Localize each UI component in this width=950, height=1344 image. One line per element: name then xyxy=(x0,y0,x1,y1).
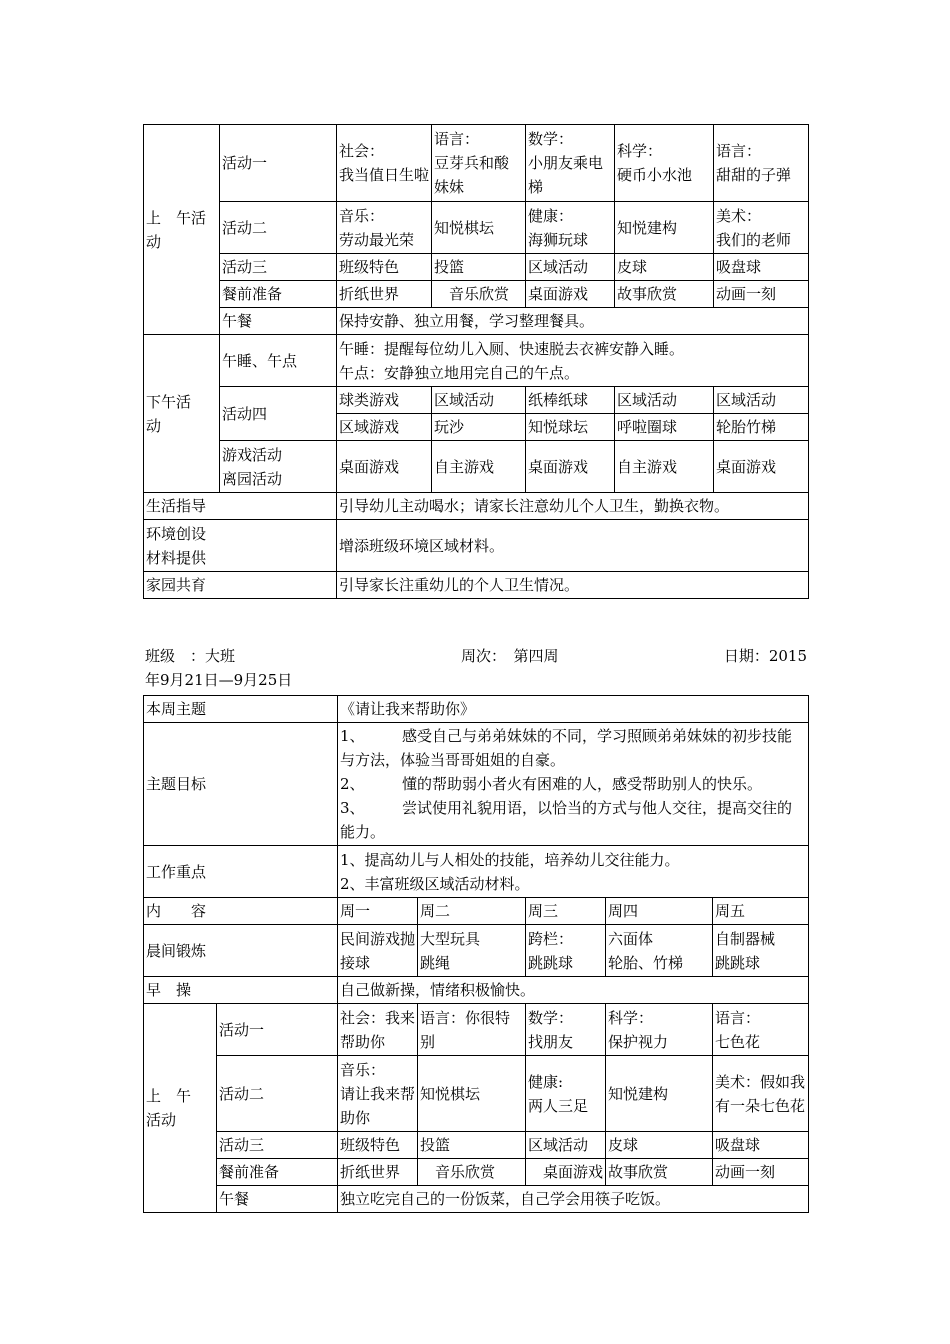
class-text: 班级 ：大班 xyxy=(145,647,236,665)
table-cell: 区域活动 xyxy=(526,1132,606,1159)
table-cell: 吸盘球 xyxy=(713,1132,809,1159)
table-cell: 社会：我来帮助你 xyxy=(338,1004,418,1056)
schedule-table-continued xyxy=(143,124,809,599)
table-cell: 美术： 我们的老师 xyxy=(714,202,809,254)
week-text: 周次： 第四周 xyxy=(461,647,559,665)
weekday-header: 周五 xyxy=(713,898,809,925)
goal-item: 2、 懂的帮助弱小者火有困难的人，感受帮助别人的快乐。 xyxy=(340,775,763,793)
table-cell: 自主游戏 xyxy=(615,441,714,493)
table-cell: 投篮 xyxy=(418,1132,526,1159)
table-cell: 民间游戏抛接球 xyxy=(338,925,418,977)
life-guidance-label: 生活指导 xyxy=(144,493,337,520)
table-cell: 区域活动 xyxy=(526,254,615,281)
drill-label: 早 操 xyxy=(144,977,338,1004)
row-label: 活动四 xyxy=(220,387,337,441)
table-cell: 知悦棋坛 xyxy=(432,202,526,254)
date-continuation: 年9月21日—9月25日 xyxy=(145,671,293,689)
exercise-label: 晨间锻炼 xyxy=(144,925,338,977)
morning-activities-label: 上 午 活动 xyxy=(144,1004,217,1213)
table-cell: 知悦棋坛 xyxy=(418,1056,526,1132)
table-cell: 数学： 小朋友乘电梯 xyxy=(526,125,615,202)
table-cell: 区域游戏 xyxy=(337,414,432,441)
table-cell: 健康: 两人三足 xyxy=(526,1056,606,1132)
table-cell: 知悦建构 xyxy=(615,202,714,254)
table-cell: 美术：假如我有一朵七色花 xyxy=(713,1056,809,1132)
table-cell: 桌面游戏 xyxy=(526,1159,606,1186)
focus-label: 工作重点 xyxy=(144,846,338,898)
table-cell: 语言： 甜甜的子弹 xyxy=(714,125,809,202)
content-label: 内 容 xyxy=(144,898,338,925)
table-cell: 皮球 xyxy=(606,1132,713,1159)
weekday-header: 周三 xyxy=(526,898,606,925)
table-cell: 自制器械 跳跳球 xyxy=(713,925,809,977)
table-cell: 音乐欣赏 xyxy=(432,281,526,308)
row-label: 活动二 xyxy=(220,202,337,254)
table-cell: 故事欣赏 xyxy=(615,281,714,308)
table-cell: 动画一刻 xyxy=(714,281,809,308)
focus-text: 1、提高幼儿与人相处的技能，培养幼儿交往能力。 2、丰富班级区域活动材料。 xyxy=(338,846,809,898)
table-cell: 投篮 xyxy=(432,254,526,281)
goal-label: 主题目标 xyxy=(144,723,338,846)
table-cell: 轮胎竹梯 xyxy=(714,414,809,441)
table-cell: 大型玩具 跳绳 xyxy=(418,925,526,977)
lunch-text: 独立吃完自己的一份饭菜，自己学会用筷子吃饭。 xyxy=(338,1186,809,1213)
afternoon-activities-label: 下午活 动 xyxy=(144,335,220,493)
weekday-header: 周二 xyxy=(418,898,526,925)
table-cell: 音乐欣赏 xyxy=(418,1159,526,1186)
table-cell: 折纸世界 xyxy=(337,281,432,308)
theme-value: 《请让我来帮助你》 xyxy=(338,696,809,723)
table-cell: 语言： 豆芽兵和酸妹妹 xyxy=(432,125,526,202)
weekday-header: 周一 xyxy=(338,898,418,925)
table-cell: 桌面游戏 xyxy=(714,441,809,493)
life-guidance-text: 引导幼儿主动喝水；请家长注意幼儿个人卫生，勤换衣物。 xyxy=(337,493,809,520)
table-cell: 故事欣赏 xyxy=(606,1159,713,1186)
table-cell: 桌面游戏 xyxy=(526,441,615,493)
row-label: 午餐 xyxy=(217,1186,338,1213)
table-cell: 语言： 七色花 xyxy=(713,1004,809,1056)
table-cell: 健康： 海狮玩球 xyxy=(526,202,615,254)
row-label: 活动三 xyxy=(220,254,337,281)
table-cell: 纸棒纸球 xyxy=(526,387,615,414)
table-cell: 科学： 硬币小水池 xyxy=(615,125,714,202)
table-cell: 跨栏： 跳跳球 xyxy=(526,925,606,977)
row-label: 游戏活动 离园活动 xyxy=(220,441,337,493)
nap-text: 午睡：提醒每位幼儿入厕、快速脱去衣裤安静入睡。 午点：安静独立地用完自己的午点。 xyxy=(337,335,809,387)
row-label: 午餐 xyxy=(220,308,337,335)
table-cell: 语言：你很特别 xyxy=(418,1004,526,1056)
table-cell: 社会： 我当值日生啦 xyxy=(337,125,432,202)
goal-list xyxy=(338,723,809,846)
table-cell: 区域活动 xyxy=(615,387,714,414)
row-label: 活动二 xyxy=(217,1056,338,1132)
row-label: 餐前准备 xyxy=(220,281,337,308)
table-cell: 区域活动 xyxy=(432,387,526,414)
environment-text: 增添班级环境区域材料。 xyxy=(337,520,809,572)
table-cell: 知悦建构 xyxy=(606,1056,713,1132)
goal-item: 1、 感受自己与弟弟妹妹的不同，学习照顾弟弟妹妹的初步技能与方法，体验当哥哥姐姐的自豪。 xyxy=(340,727,793,769)
table-cell: 六面体 轮胎、竹梯 xyxy=(606,925,713,977)
table-cell: 吸盘球 xyxy=(714,254,809,281)
lunch-text: 保持安静、独立用餐，学习整理餐具。 xyxy=(337,308,809,335)
table-cell: 音乐： 劳动最光荣 xyxy=(337,202,432,254)
table-cell: 球类游戏 xyxy=(337,387,432,414)
row-label: 午睡、午点 xyxy=(220,335,337,387)
table-cell: 知悦球坛 xyxy=(526,414,615,441)
table-cell: 动画一刻 xyxy=(713,1159,809,1186)
row-label: 餐前准备 xyxy=(217,1159,338,1186)
table-cell: 折纸世界 xyxy=(338,1159,418,1186)
table-cell: 科学： 保护视力 xyxy=(606,1004,713,1056)
table-cell: 数学： 找朋友 xyxy=(526,1004,606,1056)
drill-text: 自己做新操，情绪积极愉快。 xyxy=(338,977,809,1004)
table-cell: 呼啦圈球 xyxy=(615,414,714,441)
morning-activities-label: 上 午活动 xyxy=(144,125,220,335)
home-school-text: 引导家长注重幼儿的个人卫生情况。 xyxy=(337,572,809,599)
table-cell: 玩沙 xyxy=(432,414,526,441)
home-school-label: 家园共育 xyxy=(144,572,337,599)
table-cell: 区域活动 xyxy=(714,387,809,414)
table-cell: 自主游戏 xyxy=(432,441,526,493)
environment-label: 环境创设 材料提供 xyxy=(144,520,337,572)
weekly-plan-table xyxy=(143,695,809,1213)
table-cell: 桌面游戏 xyxy=(526,281,615,308)
date-text: 日期：2015 xyxy=(723,647,807,665)
row-label: 活动一 xyxy=(220,125,337,202)
table-cell: 桌面游戏 xyxy=(337,441,432,493)
weekday-header: 周四 xyxy=(606,898,713,925)
theme-label: 本周主题 xyxy=(144,696,338,723)
table-cell: 皮球 xyxy=(615,254,714,281)
row-label: 活动一 xyxy=(217,1004,338,1056)
table-cell: 音乐： 请让我来帮助你 xyxy=(338,1056,418,1132)
row-label: 活动三 xyxy=(217,1132,338,1159)
table-cell: 班级特色 xyxy=(337,254,432,281)
table-cell: 班级特色 xyxy=(338,1132,418,1159)
goal-item: 3、 尝试使用礼貌用语，以恰当的方式与他人交往，提高交往的能力。 xyxy=(340,799,793,841)
